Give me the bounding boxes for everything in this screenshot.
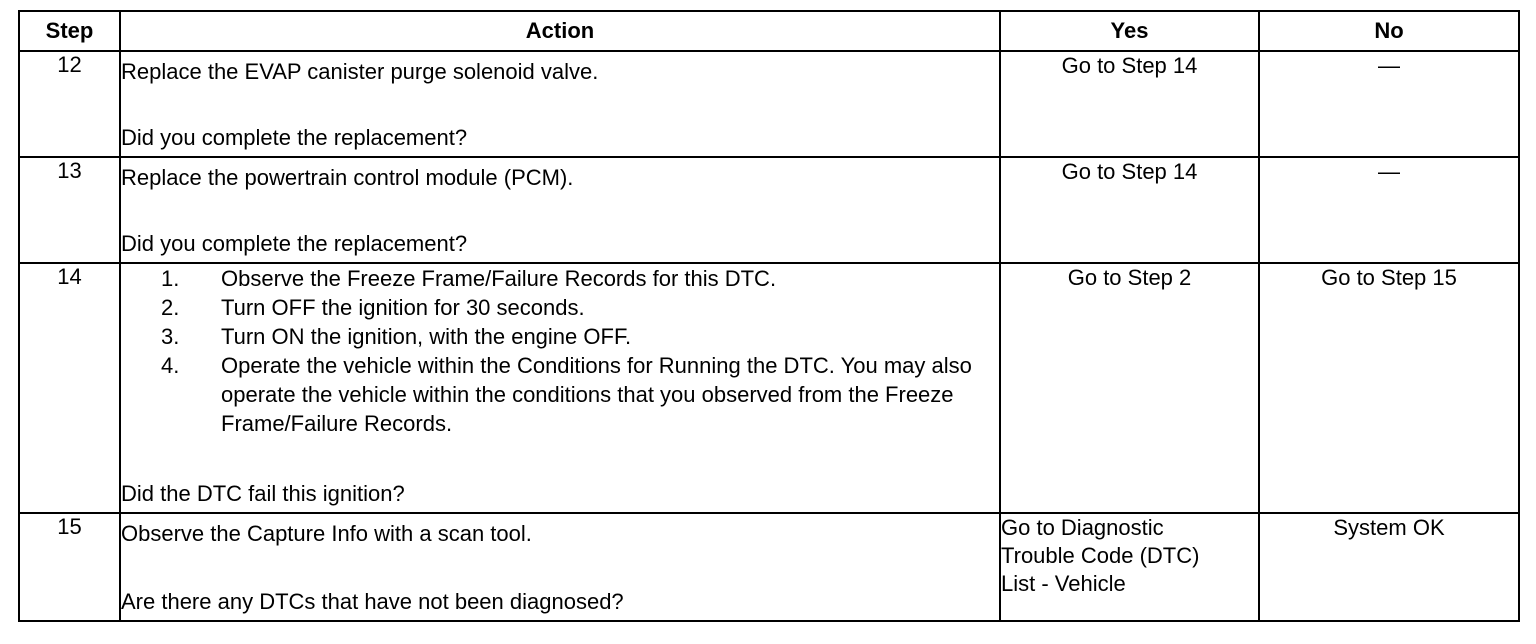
substep-item xyxy=(121,322,999,351)
step-number: 15 xyxy=(19,513,120,621)
yes-cell xyxy=(1000,513,1259,621)
no-cell xyxy=(1259,51,1519,157)
yes-result xyxy=(1001,514,1258,602)
yes-cell xyxy=(1000,157,1259,263)
yes-result: Go to Step 2 xyxy=(1067,265,1192,290)
substep-text: Operate the vehicle within the Conditions for Running the DTC. You may also operate the vehicle within the conditions that you observed from the Freeze Frame/Failure Records. xyxy=(221,353,972,436)
yes-result-line: Go to Diagnostic xyxy=(1001,515,1164,540)
table-row xyxy=(19,513,1519,621)
header-row xyxy=(19,11,1519,51)
substep-text: Turn OFF the ignition for 30 seconds. xyxy=(221,295,585,320)
action-cell xyxy=(120,51,1000,157)
action-cell xyxy=(120,263,1000,513)
diagnostic-table xyxy=(18,10,1520,622)
action-question: Did you complete the replacement? xyxy=(121,231,468,256)
no-cell xyxy=(1259,157,1519,263)
header-yes: Yes xyxy=(1000,11,1259,51)
yes-result-line: Trouble Code (DTC) xyxy=(1001,543,1200,568)
step-number: 14 xyxy=(19,263,120,513)
no-result: System OK xyxy=(1333,515,1445,540)
no-result: — xyxy=(1378,53,1400,78)
substep-number: 3. xyxy=(161,324,180,349)
table-row xyxy=(19,263,1519,513)
substep-item xyxy=(121,351,999,438)
yes-result: Go to Step 14 xyxy=(1061,53,1198,78)
action-question: Are there any DTCs that have not been diagnosed? xyxy=(121,589,624,614)
table-row xyxy=(19,51,1519,157)
yes-result: Go to Step 14 xyxy=(1061,159,1198,184)
substep-number: 1. xyxy=(161,266,180,291)
substep-item xyxy=(121,264,999,293)
action-question: Did you complete the replacement? xyxy=(121,125,468,150)
header-no: No xyxy=(1259,11,1519,51)
yes-cell xyxy=(1000,263,1259,513)
no-result: Go to Step 15 xyxy=(1321,265,1457,290)
no-result: — xyxy=(1378,159,1400,184)
yes-result-line: List - Vehicle xyxy=(1001,571,1126,596)
action-instruction: Replace the powertrain control module (PCM). xyxy=(121,165,574,190)
no-cell xyxy=(1259,513,1519,621)
action-question: Did the DTC fail this ignition? xyxy=(121,481,405,506)
yes-cell xyxy=(1000,51,1259,157)
header-action: Action xyxy=(120,11,1000,51)
substep-number: 4. xyxy=(161,353,180,378)
action-cell xyxy=(120,157,1000,263)
step-number: 12 xyxy=(19,51,120,157)
action-instruction: Replace the EVAP canister purge solenoid valve. xyxy=(121,59,599,84)
no-cell xyxy=(1259,263,1519,513)
step-number: 13 xyxy=(19,157,120,263)
action-instruction: Observe the Capture Info with a scan tool. xyxy=(121,521,532,546)
substep-list xyxy=(121,264,999,438)
action-cell xyxy=(120,513,1000,621)
header-step: Step xyxy=(19,11,120,51)
substep-number: 2. xyxy=(161,295,180,320)
substep-item xyxy=(121,293,999,322)
substep-text: Turn ON the ignition, with the engine OFF. xyxy=(221,324,632,349)
substep-text: Observe the Freeze Frame/Failure Records for this DTC. xyxy=(221,266,777,291)
table-row xyxy=(19,157,1519,263)
